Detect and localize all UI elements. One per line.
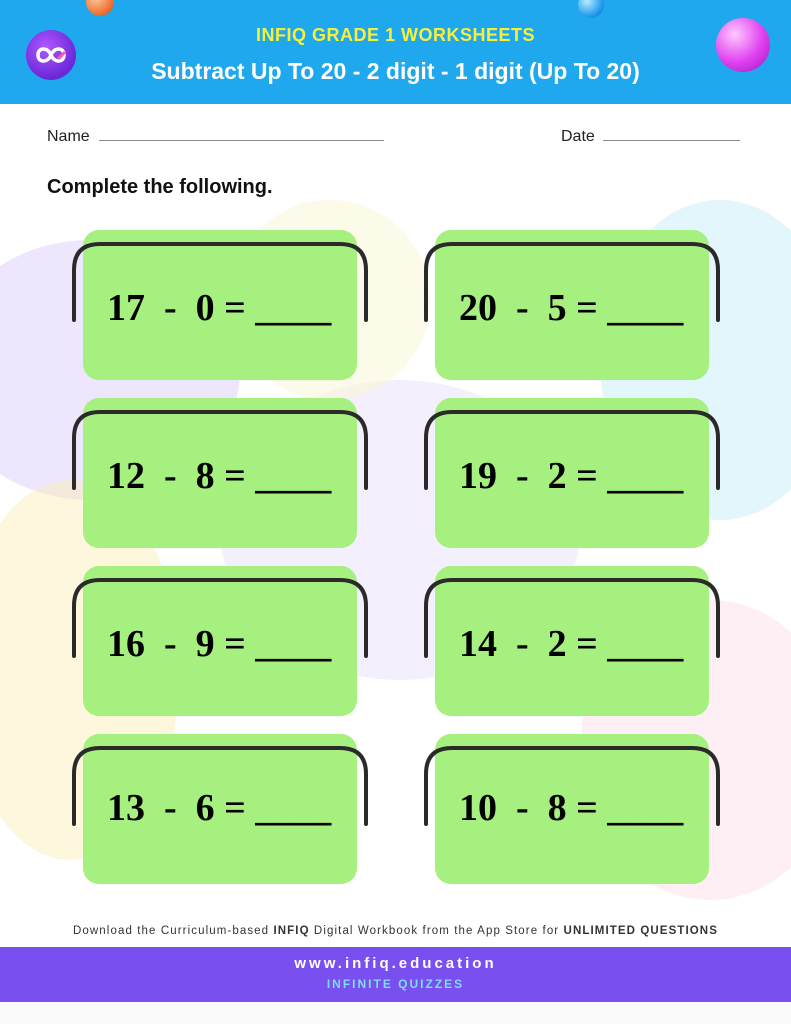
problem-equation: 17 - 0 = ____ — [107, 287, 332, 329]
name-field-line — [99, 140, 384, 141]
problem-equation: 10 - 8 = ____ — [459, 787, 684, 829]
promo-middle: Digital Workbook from the App Store for — [309, 925, 564, 937]
promo-brand: INFIQ — [273, 925, 310, 937]
orange-ball-decoration — [86, 0, 114, 16]
date-field-line — [603, 140, 740, 141]
footer-tagline: INFINITE QUIZZES — [326, 977, 465, 991]
footer-website-link[interactable]: www.infiq.education — [294, 955, 497, 972]
footer-promo-note — [0, 925, 791, 937]
worksheet-header — [0, 0, 791, 104]
problem-equation: 16 - 9 = ____ — [107, 623, 332, 665]
problem-card — [83, 566, 357, 716]
problem-equation: 20 - 5 = ____ — [459, 287, 684, 329]
problem-equation: 12 - 8 = ____ — [107, 455, 332, 497]
problem-card — [83, 398, 357, 548]
name-label: Name — [47, 128, 90, 145]
problem-card — [435, 734, 709, 884]
date-label: Date — [561, 128, 595, 145]
problem-card — [435, 230, 709, 380]
bottom-margin — [0, 1002, 791, 1024]
problem-card — [83, 734, 357, 884]
problem-equation: 14 - 2 = ____ — [459, 623, 684, 665]
worksheet-topic-title: Subtract Up To 20 - 2 digit - 1 digit (Up To 20) — [151, 58, 640, 84]
problem-card — [435, 566, 709, 716]
problem-equation: 13 - 6 = ____ — [107, 787, 332, 829]
problem-card — [435, 398, 709, 548]
promo-prefix: Download the Curriculum-based — [73, 925, 274, 937]
problem-card — [83, 230, 357, 380]
instruction-text: Complete the following. — [47, 176, 273, 198]
problem-equation: 19 - 2 = ____ — [459, 455, 684, 497]
blue-ball-decoration — [578, 0, 604, 18]
promo-emphasis: UNLIMITED QUESTIONS — [563, 925, 718, 937]
worksheet-series-title: INFIQ GRADE 1 WORKSHEETS — [255, 25, 536, 45]
